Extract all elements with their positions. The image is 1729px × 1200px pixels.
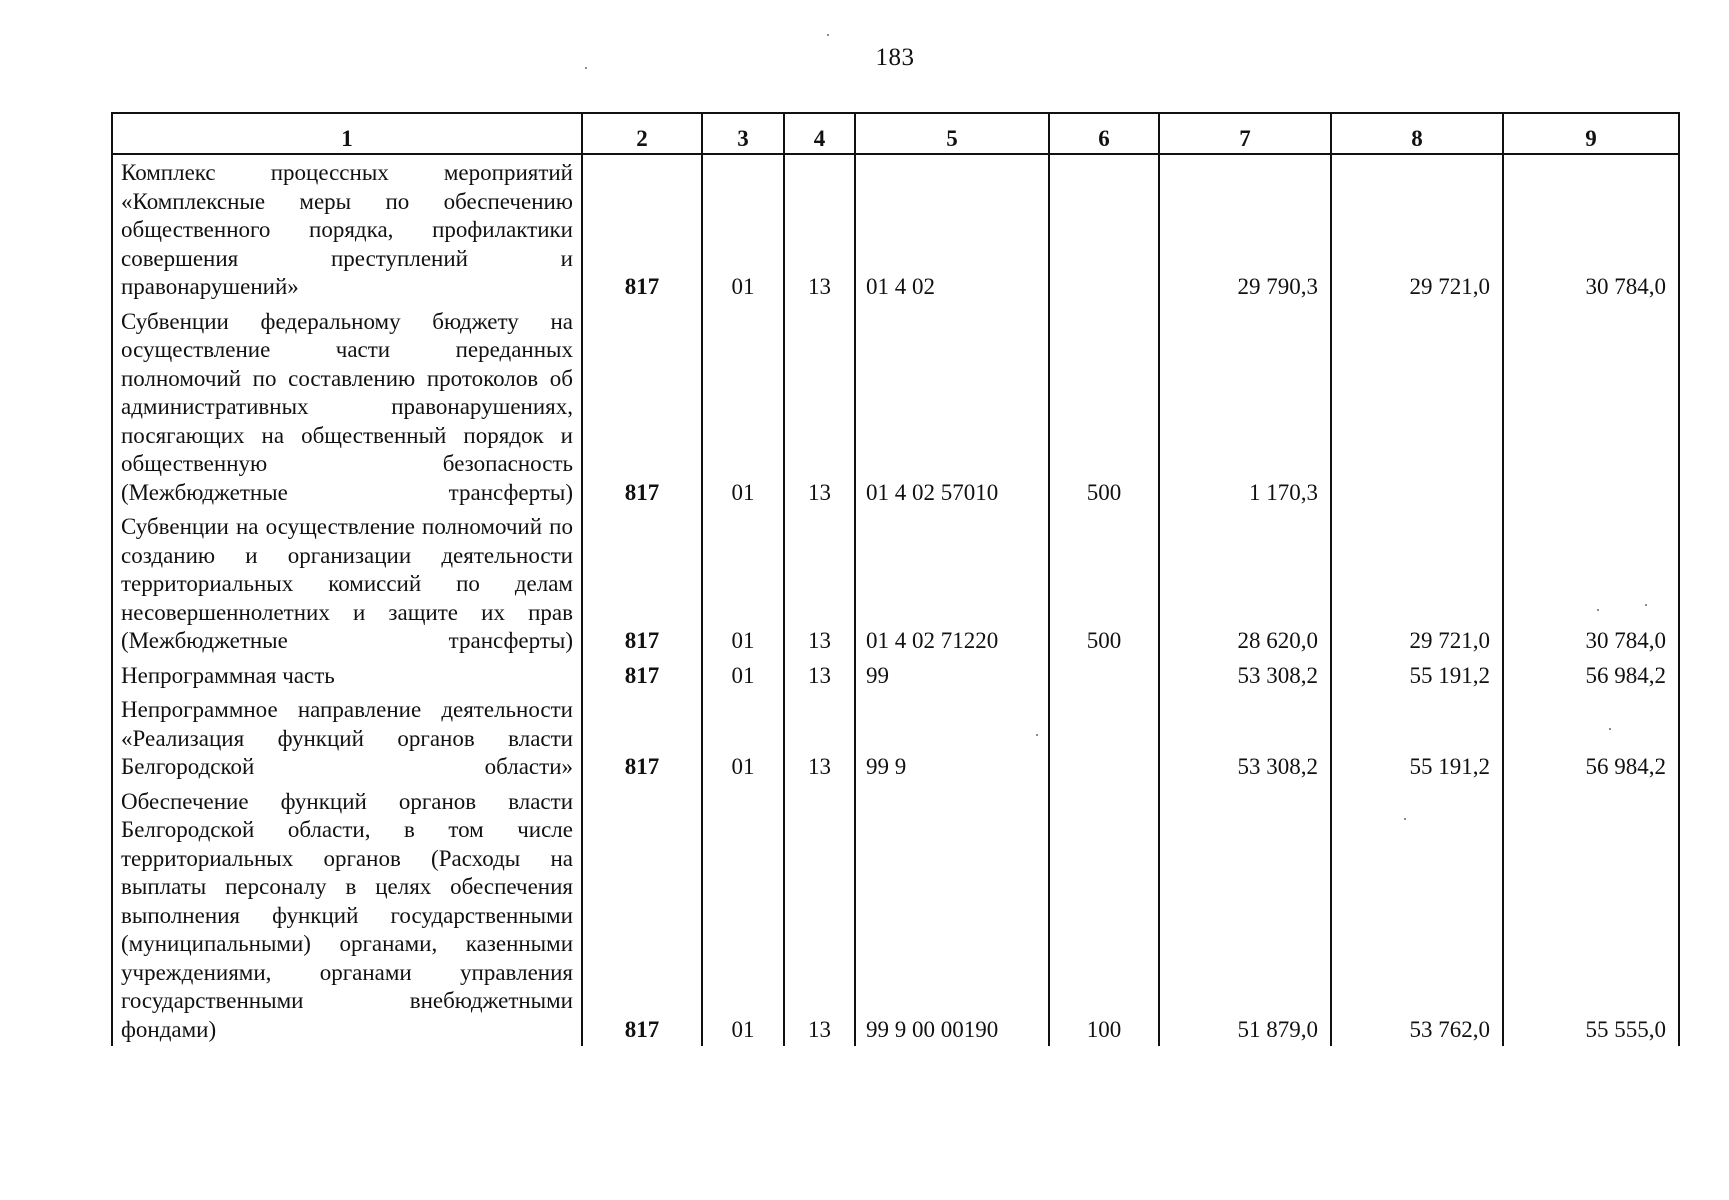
header-col-1: 1 (112, 113, 582, 154)
row-subsection: 13 (784, 692, 855, 784)
row-name: Обеспечение функций органов власти Белгородской области, в том числе территориальных органов (Расходы на выплаты персоналу в целях обеспечения выполнения функций государственными (муниципальными) органами, казенными учреждениями, органами управления государственными внебюджетными фондами) (112, 784, 582, 1047)
header-col-6: 6 (1049, 113, 1159, 154)
scan-speck (1404, 818, 1406, 820)
row-grbs: 817 (582, 692, 702, 784)
header-col-5: 5 (855, 113, 1049, 154)
row-section: 01 (702, 304, 784, 510)
row-section: 01 (702, 154, 784, 304)
row-target-article: 01 4 02 71220 (855, 509, 1049, 658)
row-amount-9: 30 784,0 (1503, 509, 1679, 658)
row-grbs: 817 (582, 154, 702, 304)
table-row (112, 509, 1679, 658)
scan-speck (585, 67, 587, 69)
table-row (112, 692, 1679, 784)
table-row (112, 304, 1679, 510)
header-col-4: 4 (784, 113, 855, 154)
row-expense-type (1049, 154, 1159, 304)
row-subsection: 13 (784, 509, 855, 658)
row-name: Субвенции федеральному бюджету на осуществление части переданных полномочий по составлению протоколов об административных правонарушениях, посягающих на общественный порядок и общественную безопасность (Межбюджетные трансферты) (112, 304, 582, 510)
header-col-7: 7 (1159, 113, 1331, 154)
row-subsection: 13 (784, 784, 855, 1047)
row-section: 01 (702, 692, 784, 784)
row-amount-7: 51 879,0 (1159, 784, 1331, 1047)
row-subsection: 13 (784, 154, 855, 304)
row-amount-7: 28 620,0 (1159, 509, 1331, 658)
row-section: 01 (702, 509, 784, 658)
header-col-9: 9 (1503, 113, 1679, 154)
row-expense-type: 100 (1049, 784, 1159, 1047)
row-amount-9: 56 984,2 (1503, 692, 1679, 784)
row-amount-7: 29 790,3 (1159, 154, 1331, 304)
row-amount-9: 55 555,0 (1503, 784, 1679, 1047)
row-expense-type (1049, 692, 1159, 784)
row-target-article: 01 4 02 (855, 154, 1049, 304)
budget-table (111, 112, 1680, 1046)
row-grbs: 817 (582, 509, 702, 658)
row-amount-9: 30 784,0 (1503, 154, 1679, 304)
row-subsection: 13 (784, 658, 855, 693)
row-amount-8: 55 191,2 (1331, 658, 1503, 693)
row-amount-7: 1 170,3 (1159, 304, 1331, 510)
row-amount-9 (1503, 304, 1679, 510)
table-row (112, 154, 1679, 304)
row-section: 01 (702, 658, 784, 693)
row-amount-9: 56 984,2 (1503, 658, 1679, 693)
row-amount-8: 29 721,0 (1331, 154, 1503, 304)
row-amount-7: 53 308,2 (1159, 658, 1331, 693)
header-row (112, 113, 1679, 154)
row-target-article: 99 9 00 00190 (855, 784, 1049, 1047)
table-row (112, 658, 1679, 693)
row-target-article: 99 (855, 658, 1049, 693)
header-col-3: 3 (702, 113, 784, 154)
row-amount-8: 53 762,0 (1331, 784, 1503, 1047)
row-name: Субвенции на осуществление полномочий по созданию и организации деятельности территориальных комиссий по делам несовершеннолетних и защите их прав (Межбюджетные трансферты) (112, 509, 582, 658)
scan-speck (1645, 604, 1647, 606)
row-expense-type (1049, 658, 1159, 693)
scan-speck (827, 34, 829, 36)
page-number: 183 (875, 44, 915, 71)
row-grbs: 817 (582, 658, 702, 693)
scan-speck (1597, 609, 1599, 611)
row-name: Комплекс процессных мероприятий «Комплексные меры по обеспечению общественного порядка, профилактики совершения преступлений и правонарушений» (112, 154, 582, 304)
scan-speck (1036, 734, 1038, 736)
row-section: 01 (702, 784, 784, 1047)
row-grbs: 817 (582, 304, 702, 510)
row-name: Непрограммное направление деятельности «Реализация функций органов власти Белгородской области» (112, 692, 582, 784)
row-target-article: 01 4 02 57010 (855, 304, 1049, 510)
row-grbs: 817 (582, 784, 702, 1047)
table-row (112, 784, 1679, 1047)
header-col-2: 2 (582, 113, 702, 154)
row-subsection: 13 (784, 304, 855, 510)
header-col-8: 8 (1331, 113, 1503, 154)
row-amount-8: 29 721,0 (1331, 509, 1503, 658)
row-expense-type: 500 (1049, 509, 1159, 658)
scan-speck (1609, 728, 1611, 730)
row-target-article: 99 9 (855, 692, 1049, 784)
row-amount-8: 55 191,2 (1331, 692, 1503, 784)
row-amount-7: 53 308,2 (1159, 692, 1331, 784)
row-name: Непрограммная часть (112, 658, 582, 693)
row-expense-type: 500 (1049, 304, 1159, 510)
row-amount-8 (1331, 304, 1503, 510)
